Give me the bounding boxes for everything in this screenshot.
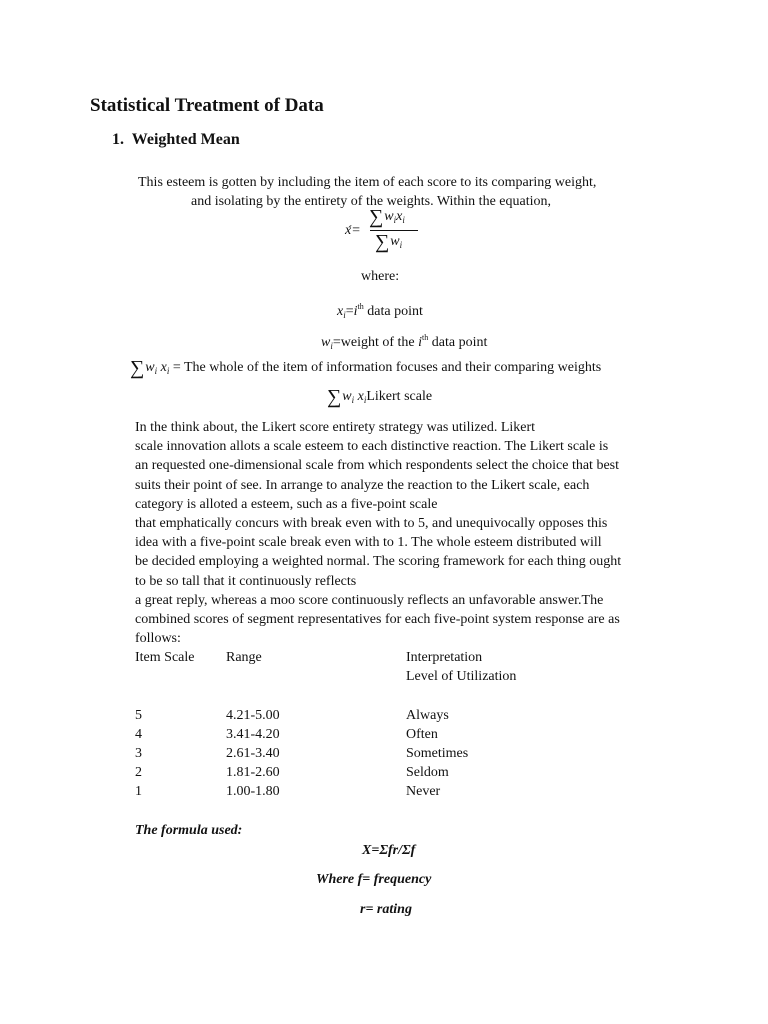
table-cell: 4.21-5.00 <box>226 707 280 723</box>
table-row <box>135 782 606 801</box>
index-var: i <box>393 215 397 225</box>
weight-var: w <box>321 335 331 350</box>
index-var: i <box>330 341 333 351</box>
likert-paragraph <box>135 418 665 648</box>
page-title: Statistical Treatment of Data <box>90 95 324 116</box>
paragraph-line: scale innovation allots a scale esteem to each distinctive reaction. The Likert scale is <box>135 439 609 455</box>
table-subheader-row <box>135 667 606 686</box>
likert-sum-line <box>327 387 432 410</box>
data-var: x <box>357 389 364 404</box>
likert-label: Likert scale <box>366 389 433 404</box>
weight-var: w <box>390 234 400 249</box>
weight-var: w <box>145 360 155 375</box>
index-var: i <box>343 310 346 320</box>
likert-scale-table <box>135 648 606 802</box>
section-heading <box>112 131 240 149</box>
formula-numerator <box>369 206 405 229</box>
paragraph-line: follows: <box>135 631 181 647</box>
index-var: i <box>418 335 423 350</box>
table-row <box>135 725 606 744</box>
column-header: Range <box>226 650 262 665</box>
column-header: Item Scale <box>135 650 195 665</box>
index-var: i <box>402 215 405 225</box>
ordinal-suffix: th <box>357 302 364 311</box>
index-var: i <box>399 240 403 250</box>
table-row <box>135 763 606 782</box>
definition-x <box>337 297 423 325</box>
paragraph-line: idea with a five-point scale break even with to 1. The whole esteem distributed will <box>135 535 602 551</box>
table-cell: Sometimes <box>406 746 469 762</box>
definition-w <box>321 328 487 356</box>
column-subheader: Level of Utilization <box>406 669 517 685</box>
data-var: x <box>396 209 403 224</box>
index-var: i <box>353 304 358 319</box>
table-cell: 1.81-2.60 <box>226 765 280 781</box>
table-cell: 2 <box>135 765 142 781</box>
formula-used-label: The formula used: <box>135 823 243 838</box>
definition-text: =weight of the <box>332 335 419 350</box>
paragraph-line: be decided employing a weighted normal. The scoring framework for each thing ought <box>135 554 622 570</box>
section-title: Weighted Mean <box>131 131 240 148</box>
mean-symbol: x́ <box>345 223 352 238</box>
index-var: i <box>351 395 355 405</box>
table-cell: Often <box>406 726 438 742</box>
rating-definition: r= rating <box>360 902 412 917</box>
table-cell: Always <box>406 707 449 723</box>
intro-line-2: and isolating by the entirety of the weights. Within the equation, <box>191 194 551 209</box>
ordinal-suffix: th <box>422 333 429 342</box>
table-cell: Never <box>406 784 441 800</box>
definition-text: data point <box>363 304 423 319</box>
table-cell: 2.61-3.40 <box>226 746 280 762</box>
sigma-symbol: ∑ <box>327 386 342 408</box>
frequency-definition: Where f= frequency <box>316 872 432 887</box>
paragraph-line: a great reply, whereas a moo score continuously reflects an unfavorable answer.The <box>135 592 604 608</box>
sigma-symbol: ∑ <box>369 206 384 228</box>
data-var: x <box>160 360 167 375</box>
section-number: 1. <box>112 131 124 148</box>
paragraph-line: that emphatically concurs with break even with to 5, and unequivocally opposes this <box>135 516 608 532</box>
paragraph-line: suits their point of see. In arrange to analyze the reaction to the Likert scale, each <box>135 477 590 493</box>
table-row <box>135 744 606 763</box>
paragraph-line: to be so tall that it continuously reflects <box>135 573 357 589</box>
paragraph-line: category is alloted a esteem, such as a five-point scale <box>135 496 438 512</box>
formula-denominator <box>375 231 402 254</box>
sigma-symbol: ∑ <box>130 357 145 379</box>
weight-var: w <box>342 389 352 404</box>
table-cell: 3.41-4.20 <box>226 726 280 742</box>
index-var: i <box>363 395 367 405</box>
equals-sign: = <box>351 223 361 238</box>
data-var: x <box>337 304 344 319</box>
paragraph-line: In the think about, the Likert score entirety strategy was utilized. Likert <box>135 420 536 435</box>
where-label: where: <box>361 269 400 284</box>
weight-var: w <box>384 209 394 224</box>
definition-sum <box>130 358 601 381</box>
table-cell: 1 <box>135 784 142 800</box>
index-var: i <box>154 366 158 376</box>
table-cell: 4 <box>135 726 142 742</box>
column-header: Interpretation <box>406 650 483 665</box>
table-cell: 3 <box>135 746 142 762</box>
table-cell: 1.00-1.80 <box>226 784 280 800</box>
paragraph-line: combined scores of segment representatives for each five-point system response are as <box>135 612 620 628</box>
equals-sign: = <box>345 304 354 319</box>
table-cell: Seldom <box>406 765 449 781</box>
intro-line-1: This esteem is gotten by including the item of each score to its comparing weight, <box>138 175 597 190</box>
definition-text: data point <box>428 335 488 350</box>
sigma-symbol: ∑ <box>375 231 390 253</box>
index-var: i <box>166 366 170 376</box>
table-row <box>135 706 606 725</box>
paragraph-line: an requested one-dimensional scale from which respondents select the choice that best <box>135 458 619 474</box>
frequency-formula: X=Σfr/Σf <box>362 843 416 858</box>
table-cell: 5 <box>135 707 142 723</box>
table-header-row <box>135 648 606 667</box>
definition-text: = The whole of the item of information focuses and their comparing weights <box>169 360 602 375</box>
weighted-mean-formula <box>345 206 465 258</box>
